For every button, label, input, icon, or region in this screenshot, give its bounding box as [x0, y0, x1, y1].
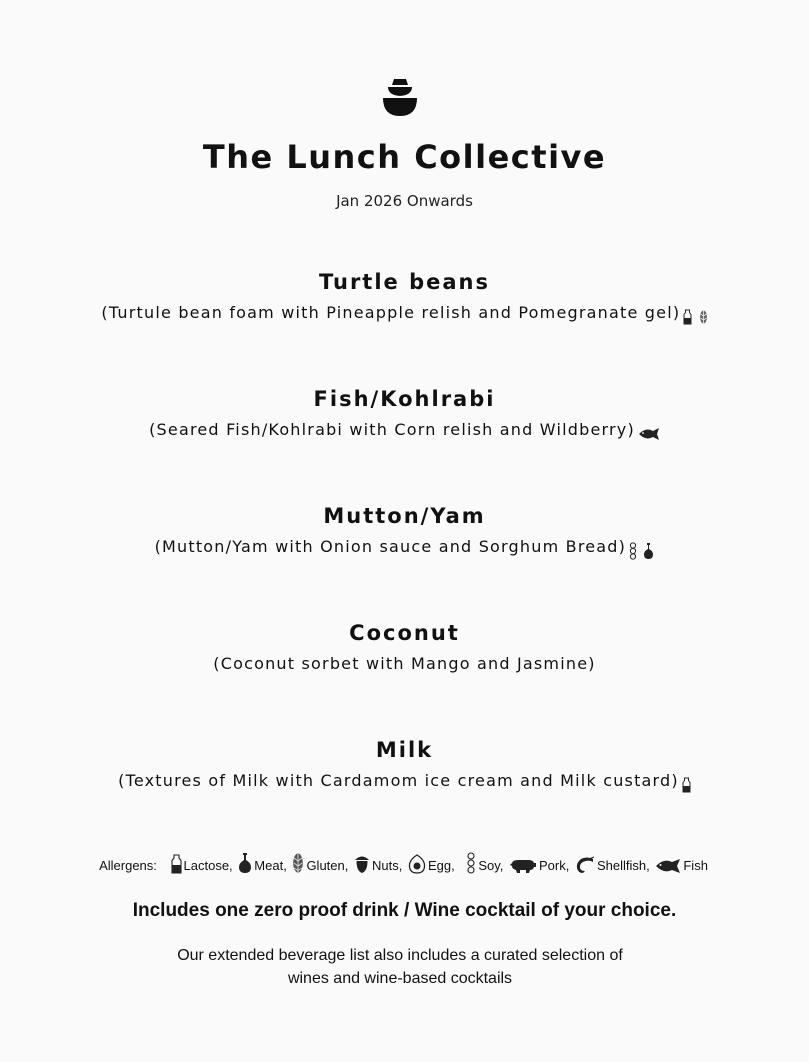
page-subtitle: Jan 2026 Onwards — [336, 192, 473, 210]
course-description: (Seared Fish/Kohlrabi with Corn relish and Wildberry) — [0, 419, 809, 444]
lactose-icon — [171, 854, 182, 874]
meat-icon — [643, 542, 654, 560]
course-5 — [0, 736, 809, 795]
pork-icon — [509, 858, 537, 874]
course-name: Coconut — [349, 621, 460, 645]
stacked-bowl-icon — [380, 76, 420, 118]
beverage-note — [0, 944, 800, 990]
course-2 — [0, 385, 809, 444]
soy-icon — [629, 542, 637, 560]
gluten-icon — [699, 309, 708, 325]
soy-icon — [466, 852, 476, 874]
allergen-egg: Egg, — [408, 854, 455, 874]
beverage-line-2: wines and wine-based cocktails — [287, 970, 513, 987]
allergen-pork: Pork, — [509, 858, 569, 874]
course-name: Fish/Kohlrabi — [313, 387, 496, 411]
lactose-icon — [682, 777, 691, 793]
course-name: Mutton/Yam — [323, 504, 486, 528]
course-description: (Turtule bean foam with Pineapple relish and Pomegranate gel) — [0, 302, 809, 327]
course-1 — [0, 268, 809, 327]
allergen-soy: Soy, — [466, 852, 503, 874]
allergen-gluten: Gluten, — [292, 852, 348, 874]
allergen-fish: Fish — [655, 858, 708, 874]
allergen-shellfish: Shellfish, — [575, 856, 650, 874]
drink-note: Includes one zero proof drink / Wine cocktail of your choice. — [132, 900, 677, 921]
course-allergens — [683, 305, 707, 327]
course-allergens — [638, 422, 660, 444]
allergen-lactose: Lactose, — [171, 854, 233, 874]
meat-icon — [238, 852, 252, 874]
course-description: (Coconut sorbet with Mango and Jasmine) — [213, 654, 596, 673]
egg-icon — [408, 854, 426, 874]
fish-icon — [655, 858, 681, 874]
allergen-nuts: Nuts, — [354, 854, 402, 874]
course-name: Turtle beans — [318, 270, 490, 294]
course-4 — [0, 619, 809, 675]
lactose-icon — [683, 309, 692, 325]
course-description: (Textures of Milk with Cardamom ice cream and Milk custard) — [0, 770, 809, 795]
nuts-icon — [354, 854, 370, 874]
beverage-line-1: Our extended beverage list also includes a curated selection of — [177, 947, 623, 964]
course-3 — [0, 502, 809, 561]
allergen-legend-label: Allergens: — [99, 858, 157, 873]
course-name: Milk — [375, 738, 434, 762]
page-title: The Lunch Collective — [202, 138, 607, 176]
allergen-meat: Meat, — [238, 852, 287, 874]
fish-icon — [638, 427, 660, 441]
shellfish-icon — [575, 856, 595, 874]
course-description: (Mutton/Yam with Onion sauce and Sorghum Bread) — [0, 536, 809, 561]
gluten-icon — [292, 852, 304, 874]
allergen-legend — [0, 852, 809, 874]
course-allergens — [629, 539, 654, 561]
course-allergens — [682, 773, 691, 795]
